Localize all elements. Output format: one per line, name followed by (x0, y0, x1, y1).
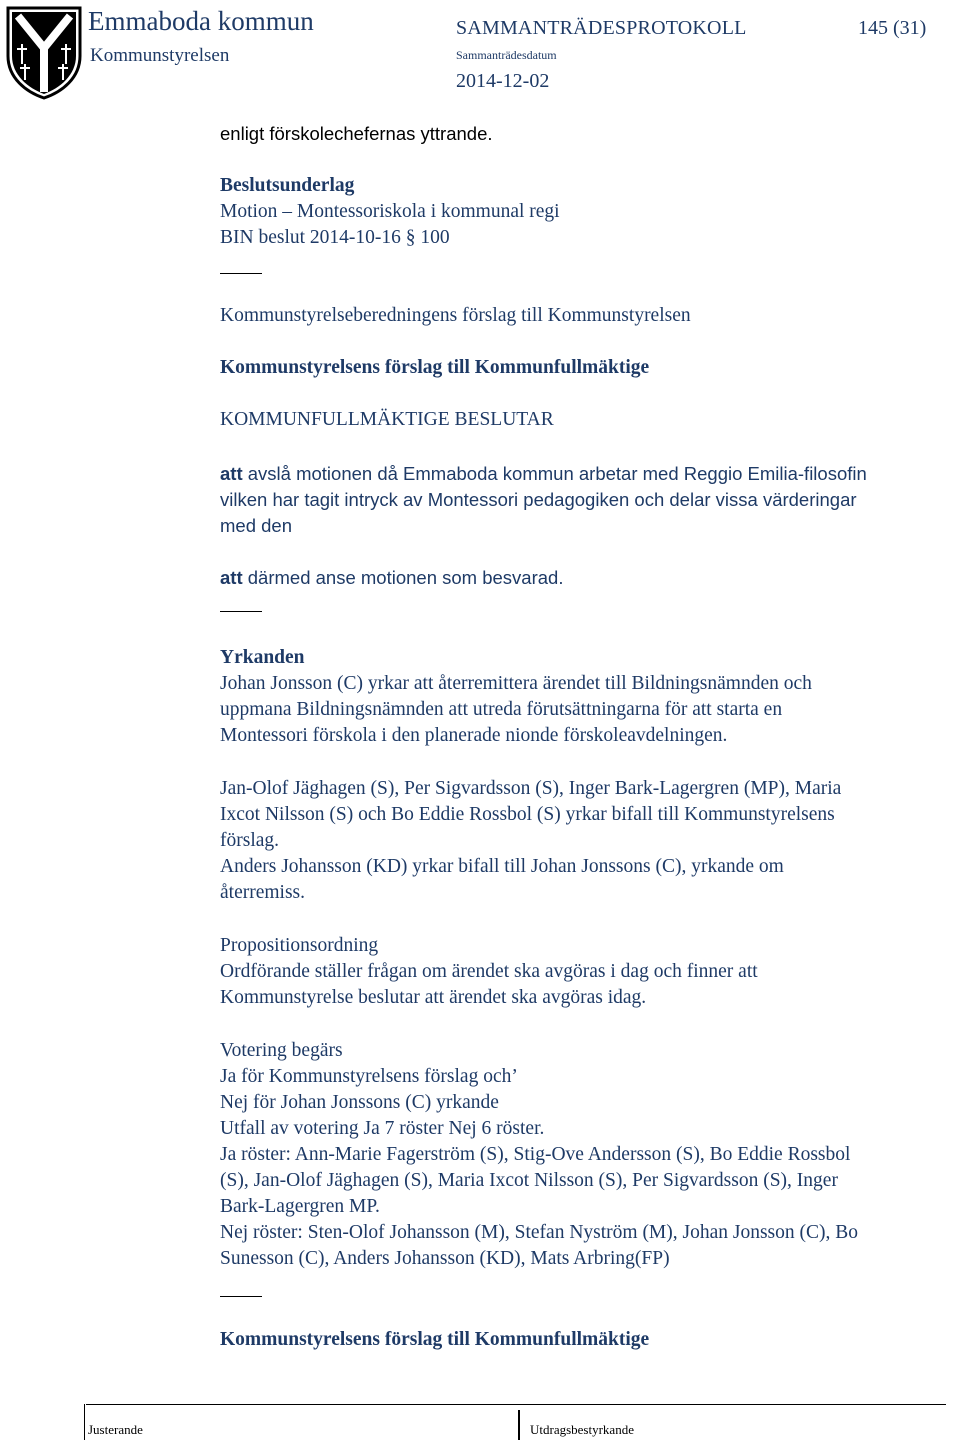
yrkande-line: återremiss. (220, 882, 306, 903)
yrkande-line: förslag. (220, 830, 280, 851)
yrkande-line: uppmana Bildningsnämnden att utreda förutsättningarna för att starta en (220, 699, 783, 720)
att-clause-line: med den (220, 515, 292, 536)
page-number: 145 (31) (858, 17, 927, 39)
yrkande-line: Montessori förskola i den planerade nionde förskoleavdelningen. (220, 725, 728, 746)
beslutsunderlag-heading: Beslutsunderlag (220, 175, 355, 196)
ks-beredning-text: Kommunstyrelseberedningens förslag till Kommunstyrelsen (220, 305, 691, 326)
separator (220, 273, 262, 274)
separator (220, 1296, 262, 1297)
propositionsordning-line: Kommunstyrelse beslutar att ärendet ska avgöras idag. (220, 987, 647, 1008)
att-keyword: att (220, 567, 243, 588)
date-label: Sammanträdesdatum (456, 48, 557, 62)
utdragsbestyrkande-label: Utdragsbestyrkande (530, 1422, 634, 1437)
att-clause-text: därmed anse motionen som besvarad. (242, 567, 564, 588)
votering-heading: Votering begärs (220, 1040, 343, 1061)
beslutsunderlag-item: BIN beslut 2014-10-16 § 100 (220, 227, 450, 248)
beslutsunderlag-item: Motion – Montessoriskola i kommunal regi (220, 201, 560, 222)
footer-rule (86, 1404, 946, 1405)
att-clause-text: avslå motionen då Emmaboda kommun arbetar med Reggio Emilia-filosofin (242, 463, 867, 484)
att-clause-line (220, 565, 563, 591)
votering-line: Nej för Johan Jonssons (C) yrkande (220, 1092, 499, 1113)
meeting-date: 2014-12-02 (456, 70, 550, 92)
department-name: Kommunstyrelsen (90, 45, 230, 66)
propositionsordning-line: Ordförande ställer frågan om ärendet ska avgöras i dag och finner att (220, 961, 758, 982)
separator (220, 611, 262, 612)
yrkande-line: Ixcot Nilsson (S) och Bo Eddie Rossbol (S) yrkar bifall till Kommunstyrelsens (220, 804, 835, 825)
yrkanden-heading: Yrkanden (220, 647, 305, 668)
yrkande-line: Jan-Olof Jäghagen (S), Per Sigvardsson (S), Inger Bark-Lagergren (MP), Maria (220, 778, 842, 799)
footer-divider (518, 1410, 520, 1440)
ja-roster-line: (S), Jan-Olof Jäghagen (S), Maria Ixcot Nilsson (S), Per Sigvardsson (S), Inger (220, 1170, 838, 1191)
att-clause-line: vilken har tagit intryck av Montessori pedagogiken och delar vissa värderingar (220, 489, 857, 510)
yrkande-line: Anders Johansson (KD) yrkar bifall till Johan Jonssons (C), yrkande om (220, 856, 784, 877)
final-heading: Kommunstyrelsens förslag till Kommunfullmäktige (220, 1329, 650, 1350)
ja-roster-line: Bark-Lagergren MP. (220, 1196, 380, 1217)
att-keyword: att (220, 463, 243, 484)
kf-beslutar-heading: KOMMUNFULLMÄKTIGE BESLUTAR (220, 409, 554, 430)
coat-of-arms-icon (4, 4, 84, 100)
yrkande-line: Johan Jonsson (C) yrkar att återremittera ärendet till Bildningsnämnden och (220, 673, 812, 694)
nej-roster-line: Nej röster: Sten-Olof Johansson (M), Stefan Nyström (M), Johan Jonsson (C), Bo (220, 1222, 859, 1243)
votering-line: Ja för Kommunstyrelsens förslag och’ (220, 1066, 518, 1087)
document-type: SAMMANTRÄDESPROTOKOLL (456, 17, 747, 39)
footer-divider (84, 1404, 85, 1440)
justerande-label: Justerande (88, 1422, 143, 1437)
nej-roster-line: Sunesson (C), Anders Johansson (KD), Mats Arbring(FP) (220, 1248, 670, 1269)
intro-text: enligt förskolechefernas yttrande. (220, 123, 493, 144)
ja-roster-line: Ja röster: Ann-Marie Fagerström (S), Stig-Ove Andersson (S), Bo Eddie Rossbol (220, 1144, 851, 1165)
ks-forslag-heading: Kommunstyrelsens förslag till Kommunfullmäktige (220, 357, 650, 378)
organization-name: Emmaboda kommun (88, 6, 314, 36)
propositionsordning-heading: Propositionsordning (220, 935, 379, 956)
votering-line: Utfall av votering Ja 7 röster Nej 6 röster. (220, 1118, 545, 1139)
att-clause-line (220, 461, 867, 487)
